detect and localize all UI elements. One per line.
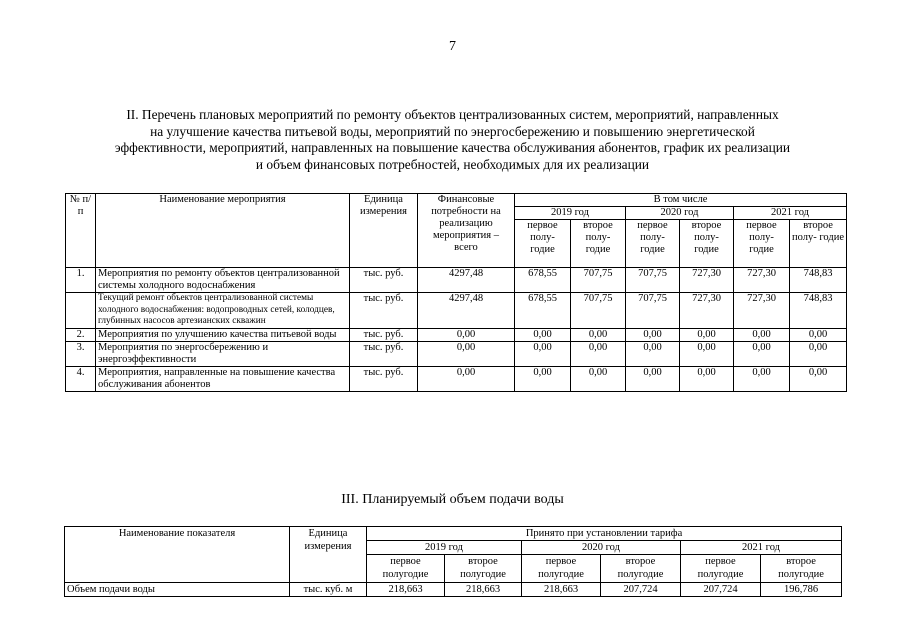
table-row: [66, 366, 847, 391]
row-value: 207,724: [601, 583, 681, 597]
row-num: 2.: [66, 328, 96, 341]
header-half-second: второе полугодие: [601, 555, 681, 583]
row-value: 707,75: [626, 268, 680, 293]
table-row: [66, 268, 847, 293]
header-half-second: второе полу- годие: [571, 220, 626, 268]
header-half-first: первое полугодие: [522, 555, 601, 583]
row-value: 0,00: [790, 341, 847, 366]
row-value: 0,00: [790, 366, 847, 391]
row-value: 0,00: [515, 366, 571, 391]
row-value: 0,00: [680, 366, 734, 391]
row-value: 218,663: [522, 583, 601, 597]
row-value: 727,30: [680, 293, 734, 329]
row-value: 0,00: [571, 366, 626, 391]
row-value: 0,00: [734, 328, 790, 341]
header-year-2019: 2019 год: [515, 207, 626, 220]
row-total: 4297,48: [418, 293, 515, 329]
row-value: 707,75: [571, 268, 626, 293]
row-value: 678,55: [515, 293, 571, 329]
row-value: 0,00: [515, 341, 571, 366]
row-unit: тыс. руб.: [350, 293, 418, 329]
row-unit: тыс. руб.: [350, 341, 418, 366]
row-unit: тыс. куб. м: [290, 583, 367, 597]
row-value: 727,30: [734, 293, 790, 329]
page-number: 7: [449, 39, 456, 54]
row-value: 0,00: [571, 328, 626, 341]
header-half-first: первое полу- годие: [734, 220, 790, 268]
table-row: [66, 328, 847, 341]
row-name: Мероприятия, направленные на повышение качества обслуживания абонентов: [96, 366, 350, 391]
row-num: 4.: [66, 366, 96, 391]
row-value: 678,55: [515, 268, 571, 293]
header-accepted: Принято при установлении тарифа: [367, 527, 842, 541]
section-2-title-line: II. Перечень плановых мероприятий по ремонту объектов централизованных систем, мероприятий, направленных: [126, 107, 779, 122]
section-2-title-line: на улучшение качества питьевой воды, мероприятий по энергосбережению и повышению энергетической: [150, 123, 755, 139]
header-half-first: первое полугодие: [681, 555, 761, 583]
header-half-first: первое полугодие: [367, 555, 445, 583]
row-value: 727,30: [680, 268, 734, 293]
water-supply-table: [64, 526, 842, 597]
row-total: 4297,48: [418, 268, 515, 293]
row-value: 707,75: [626, 293, 680, 329]
row-value: 707,75: [571, 293, 626, 329]
row-name: Объем подачи воды: [65, 583, 290, 597]
header-year-2021: 2021 год: [681, 541, 842, 555]
row-unit: тыс. руб.: [350, 328, 418, 341]
row-value: 0,00: [790, 328, 847, 341]
header-half-second: второе полугодие: [761, 555, 842, 583]
row-num: [66, 293, 96, 329]
row-num: 3.: [66, 341, 96, 366]
header-year-2020: 2020 год: [626, 207, 734, 220]
header-num: № п/п: [66, 194, 96, 268]
row-value: 218,663: [367, 583, 445, 597]
row-num: 1.: [66, 268, 96, 293]
row-value: 218,663: [445, 583, 522, 597]
row-value: 0,00: [680, 341, 734, 366]
row-value: 0,00: [734, 341, 790, 366]
row-name: Текущий ремонт объектов централизованной системы холодного водоснабжения: водопроводных сетей, колодцев, глубинных насосов артезианских скважин: [96, 293, 350, 329]
row-value: 0,00: [626, 328, 680, 341]
section-2-title: [40, 107, 865, 173]
row-name: Мероприятия по ремонту объектов централизованной системы холодного водоснабжения: [96, 268, 350, 293]
row-name: Мероприятия по энергосбережению и энергоэффективности: [96, 341, 350, 366]
row-value: 207,724: [681, 583, 761, 597]
row-value: 0,00: [626, 341, 680, 366]
section-2-title-line: и объем финансовых потребностей, необходимых для их реализации: [255, 156, 650, 172]
row-value: 0,00: [515, 328, 571, 341]
header-including: В том числе: [515, 194, 847, 207]
section-2-title-line: эффективности, мероприятий, направленных на повышение качества обслуживания абонентов, график их реализации: [114, 140, 791, 155]
row-value: 748,83: [790, 293, 847, 329]
header-year-2020: 2020 год: [522, 541, 681, 555]
header-financial-needs: Финансовые потребности на реализацию мероприятия – всего: [418, 194, 515, 268]
header-indicator-name: Наименование показателя: [65, 527, 290, 583]
header-unit: Единица измерения: [350, 194, 418, 268]
header-name: Наименование мероприятия: [96, 194, 350, 268]
header-year-2019: 2019 год: [367, 541, 522, 555]
row-value: 0,00: [571, 341, 626, 366]
row-value: 0,00: [626, 366, 680, 391]
row-total: 0,00: [418, 328, 515, 341]
row-value: 748,83: [790, 268, 847, 293]
header-half-second: второе полугодие: [445, 555, 522, 583]
table-row: [66, 341, 847, 366]
row-unit: тыс. руб.: [350, 268, 418, 293]
row-value: 0,00: [734, 366, 790, 391]
row-value: 727,30: [734, 268, 790, 293]
row-total: 0,00: [418, 341, 515, 366]
row-total: 0,00: [418, 366, 515, 391]
header-half-second: второе полу- годие: [790, 220, 847, 268]
section-3-title: III. Планируемый объем подачи воды: [341, 492, 564, 507]
header-unit: Единица измерения: [290, 527, 367, 583]
row-value: 196,786: [761, 583, 842, 597]
row-unit: тыс. руб.: [350, 366, 418, 391]
header-year-2021: 2021 год: [734, 207, 847, 220]
header-half-second: второе полу- годие: [680, 220, 734, 268]
header-half-first: первое полу- годие: [626, 220, 680, 268]
header-half-first: первое полу- годие: [515, 220, 571, 268]
row-name: Мероприятия по улучшению качества питьевой воды: [96, 328, 350, 341]
table-row: [66, 293, 847, 329]
row-value: 0,00: [680, 328, 734, 341]
table-row: [65, 583, 842, 597]
measures-table: [65, 193, 847, 392]
